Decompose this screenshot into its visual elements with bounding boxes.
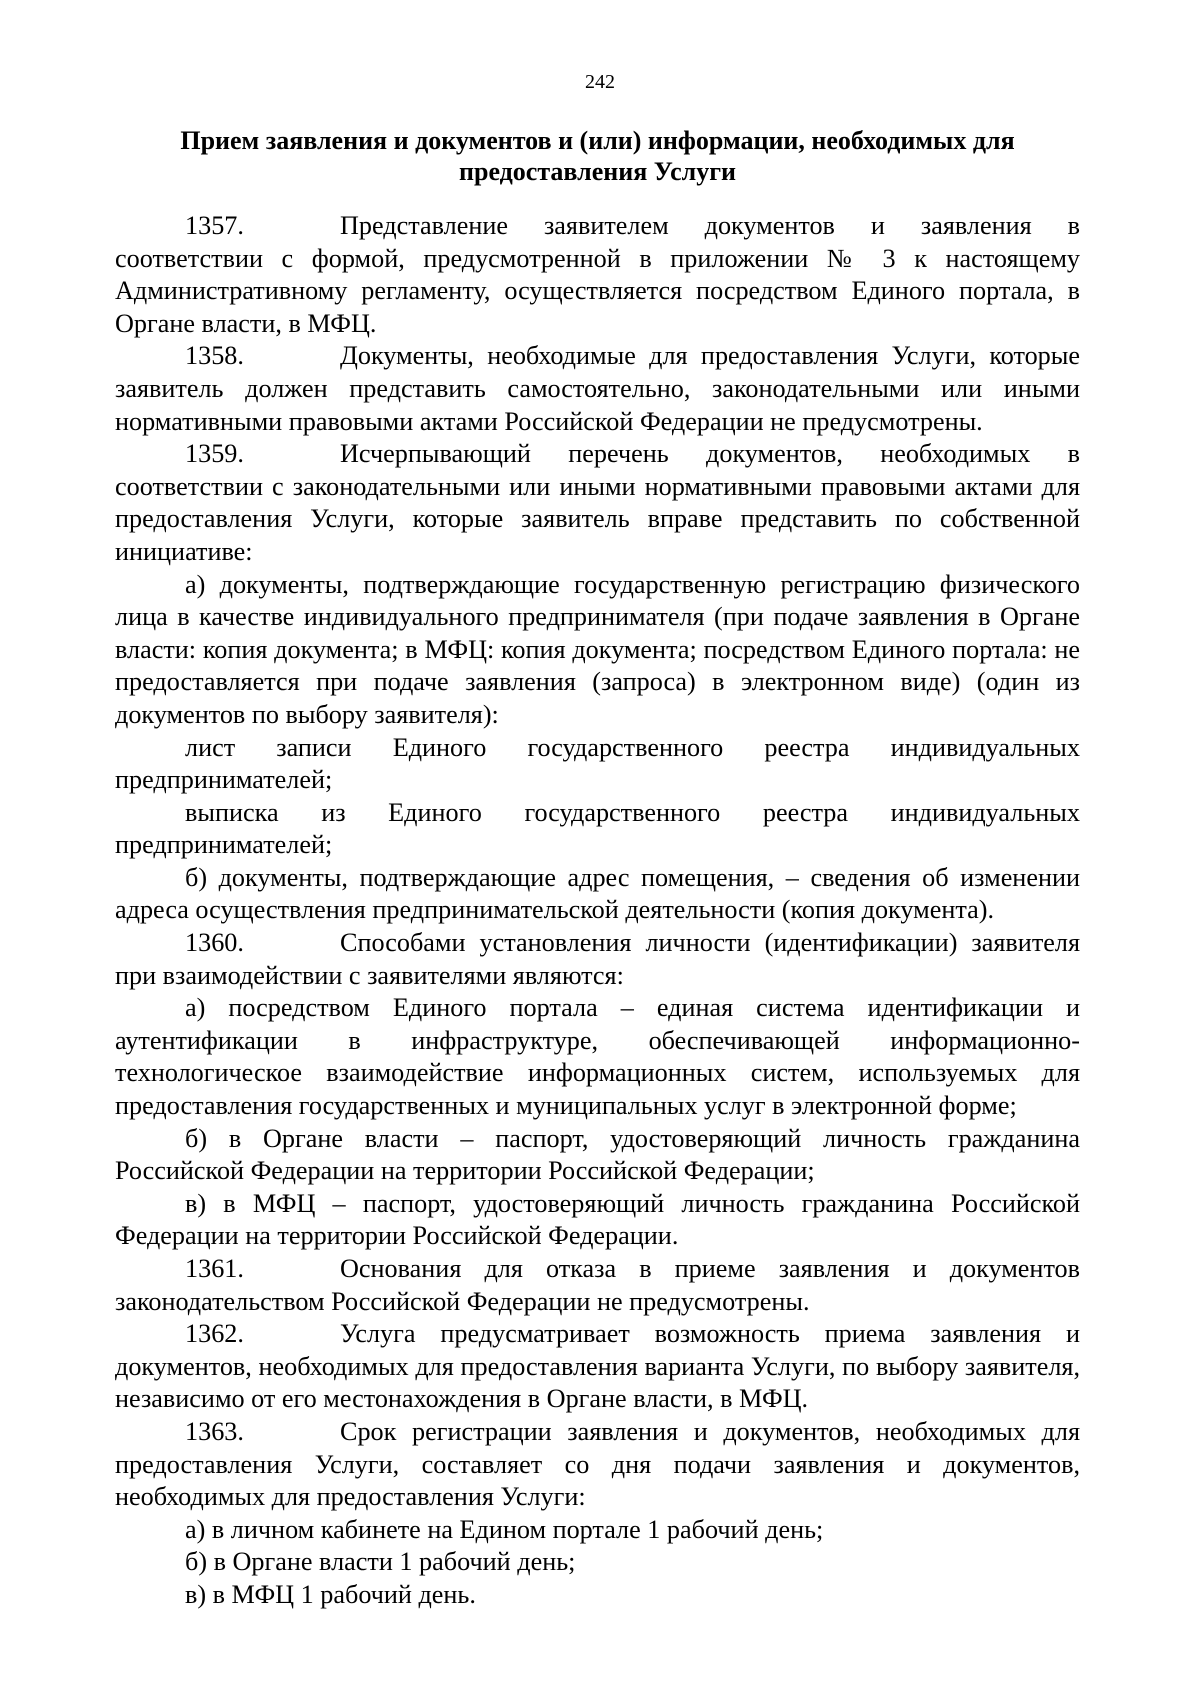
paragraph-text: Услуга предусматривает возможность приема заявления и документов, необходимых для предоставления варианта Услуги, по выбору заявителя, независимо от его местонахождения в Органе власти, в МФЦ. bbox=[115, 1319, 1080, 1414]
paragraph-1363 bbox=[115, 1416, 1080, 1514]
paragraph-text: Исчерпывающий перечень документов, необходимых в соответствии с законодательными или иными нормативными правовыми актами для предоставления Услуги, которые заявитель вправе представить по собственной инициативе: bbox=[115, 439, 1080, 566]
list-item-c: в) в МФЦ 1 рабочий день. bbox=[185, 1579, 476, 1609]
paragraph-number: 1357. bbox=[185, 211, 244, 240]
page-number: 242 bbox=[585, 71, 615, 93]
paragraph-text: Основания для отказа в приеме заявления и документов законодательством Российской Федерации не предусмотрены. bbox=[115, 1254, 1080, 1316]
list-item-a: а) в личном кабинете на Едином портале 1 рабочий день; bbox=[185, 1514, 824, 1544]
paragraph-number: 1358. bbox=[185, 341, 244, 371]
paragraph-1359 bbox=[115, 438, 1080, 568]
list-item-a: а) посредством Единого портала – единая система идентификации и аутентификации в инфраструктуре, обеспечивающей информационно-технологическое взаимодействие информационных систем, используемых для предоставления государственных и муниципальных услуг в электронной форме; bbox=[115, 993, 1080, 1121]
paragraph-number: 1359. bbox=[185, 439, 244, 469]
paragraph-number: 1363. bbox=[185, 1416, 244, 1446]
paragraph-text: Срок регистрации заявления и документов, необходимых для предоставления Услуги, составляет со дня подачи заявления и документов, необходимых для предоставления Услуги: bbox=[115, 1416, 1080, 1512]
paragraph-1358 bbox=[115, 340, 1080, 438]
paragraph-text: Представление заявителем документов и заявления в соответствии с формой, предусмотренной в приложении № 3 к настоящему Административному регламенту, осуществляется посредством Единого портала, в Органе власти, в МФЦ. bbox=[115, 211, 1080, 338]
paragraph-number: 1362. bbox=[185, 1319, 244, 1349]
list-item-a: а) документы, подтверждающие государственную регистрацию физического лица в качестве индивидуального предпринимателя (при подаче заявления в Органе власти: копия документа; в МФЦ: копия документа; посредством Единого портала: не предоставляется при подаче заявления (запроса) в электронном виде) (один из документов по выбору заявителя): bbox=[115, 569, 1080, 729]
paragraph-text: Документы, необходимые для предоставления Услуги, которые заявитель должен представить самостоятельно, законодательными или иными нормативными правовыми актами Российской Федерации не предусмотрены. bbox=[115, 341, 1080, 436]
paragraph-1357 bbox=[115, 210, 1080, 340]
list-subitem: лист записи Единого государственного реестра индивидуальных предпринимателей; bbox=[115, 732, 1080, 795]
paragraph-1361 bbox=[115, 1253, 1080, 1318]
paragraph-1362 bbox=[115, 1318, 1080, 1416]
document-body bbox=[115, 210, 1080, 1612]
list-item-b: б) в Органе власти – паспорт, удостоверяющий личность гражданина Российской Федерации на территории Российской Федерации; bbox=[115, 1123, 1080, 1186]
list-item-b: б) документы, подтверждающие адрес помещения, – сведения об изменении адреса осуществления предпринимательской деятельности (копия документа). bbox=[115, 862, 1080, 925]
list-subitem: выписка из Единого государственного реестра индивидуальных предпринимателей; bbox=[115, 797, 1080, 860]
paragraph-1360 bbox=[115, 927, 1080, 992]
paragraph-text: Способами установления личности (идентификации) заявителя при взаимодействии с заявителями являются: bbox=[115, 928, 1080, 990]
paragraph-number: 1360. bbox=[185, 928, 244, 958]
list-item-c: в) в МФЦ – паспорт, удостоверяющий личность гражданина Российской Федерации на территории Российской Федерации. bbox=[115, 1188, 1080, 1251]
list-item-b: б) в Органе власти 1 рабочий день; bbox=[185, 1547, 576, 1577]
section-heading: Прием заявления и документов и (или) информации, необходимых для предоставления Услуги bbox=[180, 126, 1015, 186]
paragraph-number: 1361. bbox=[185, 1254, 244, 1283]
